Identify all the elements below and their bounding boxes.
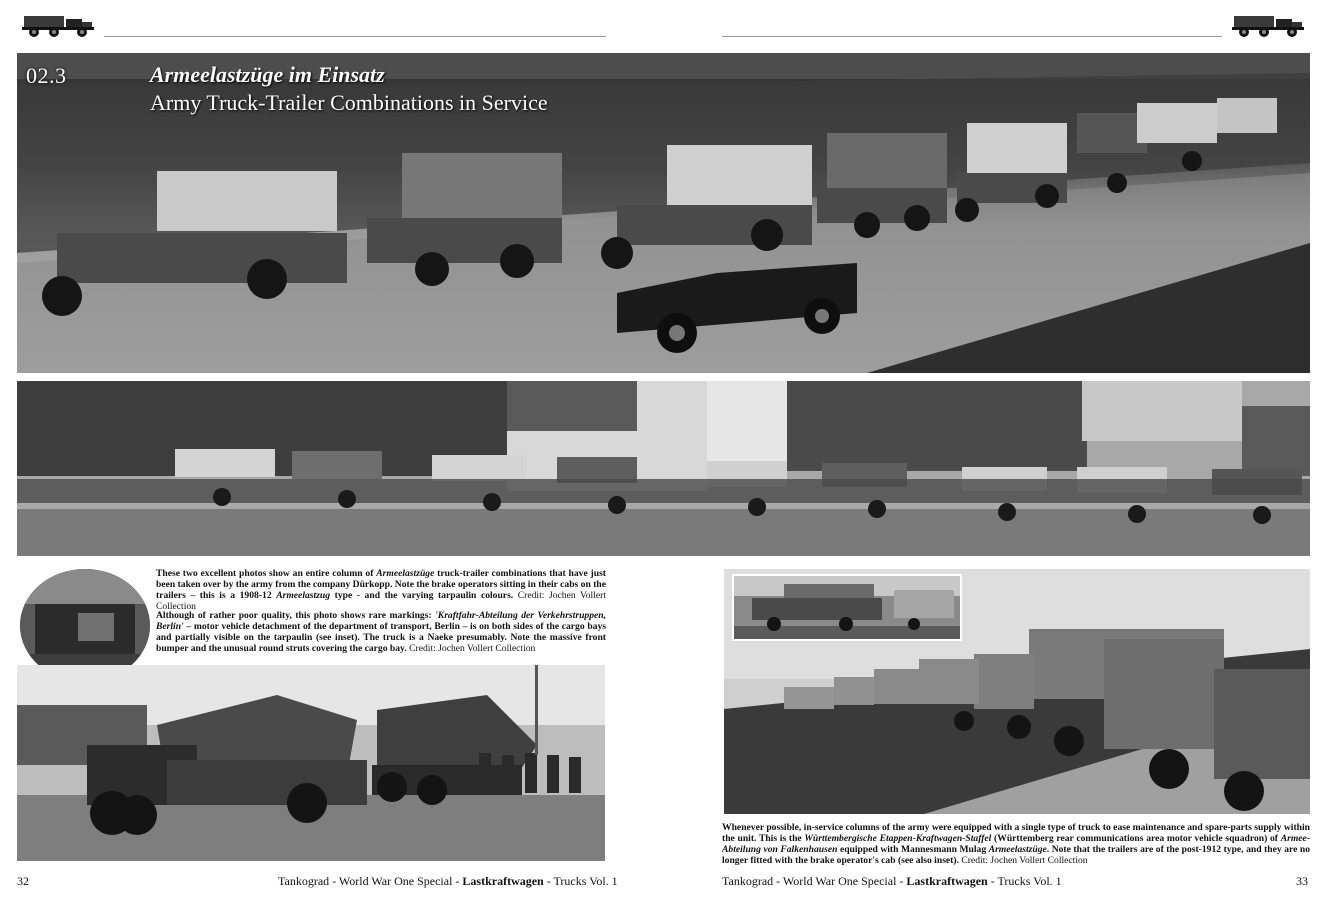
caption-term: Armeelastzüge [988, 844, 1047, 855]
truck-emblem-icon [1228, 12, 1308, 38]
page-number-left: 32 [17, 874, 29, 888]
caption-credit: Credit: Jochen Vollert Collection [409, 643, 536, 654]
truck-emblem-icon [18, 12, 98, 38]
header-rule-left [104, 36, 606, 37]
caption-term: Armeelastzug [276, 590, 331, 601]
header-right-emblem [1228, 12, 1308, 38]
header-left-emblem [18, 12, 98, 38]
photo-column-by-buildings [17, 381, 1310, 556]
footer-title-left [278, 874, 618, 889]
caption-column-photos [156, 568, 606, 612]
footer-title-right [722, 874, 1062, 889]
inset-trailer-closeup [732, 574, 962, 641]
footer-volume: - Trucks Vol. 1 [987, 874, 1062, 888]
caption-text: type - and the varying tarpaulin colours. [330, 590, 514, 601]
caption-credit: Credit: Jochen Vollert Collection [156, 590, 606, 612]
footer-publisher: Tankograd - World War One Special - [278, 874, 463, 888]
header-rule-right [722, 36, 1222, 37]
section-number: 02.3 [26, 63, 67, 88]
footer-volume: - Trucks Vol. 1 [543, 874, 618, 888]
caption-text: – motor vehicle detachment of the department of transport, Berlin – is on both sides of the cargo bays and partially visible on the tarpaulin (see inset). The truck is a Naeke presumably. Note the massive front bumper and the unusual round struts covering the cargo bay. [156, 621, 606, 654]
caption-text: Whenever possible, in-service columns of the army were equipped with a single type of truck to ease maintenance and spare-parts supply within the unit. This is the [722, 822, 1310, 844]
caption-marking-photo [156, 610, 606, 654]
caption-text: Although of rather poor quality, this photo shows rare markings: [156, 610, 436, 621]
caption-term: Württembergische Etappen-Kraftwagen-Staffel [804, 833, 992, 844]
caption-text: . Note that the trailers are of the post-1912 type, and they are no longer fitted with the brake operator's cab (see also inset). [722, 844, 1311, 866]
caption-text: equipped with Mannesmann Mulag [837, 844, 989, 855]
caption-credit: Credit: Jochen Vollert Collection [961, 855, 1088, 866]
section-title-english: Army Truck-Trailer Combinations in Service [150, 90, 548, 115]
caption-text: These two excellent photos show an entire column of [156, 568, 377, 579]
footer-publisher: Tankograd - World War One Special - [722, 874, 907, 888]
caption-text: (Württemberg rear communications area motor vehicle squadron) of [991, 833, 1281, 844]
caption-term: 'Kraftfahr-Abteilung der Verkehrstruppen, Berlin' [156, 610, 606, 632]
page-number-right: 33 [1296, 874, 1308, 888]
caption-term: Armee-Abteilung von Falkenhausen [722, 833, 1311, 855]
section-title-german: Armeelastzüge im Einsatz [150, 62, 385, 87]
caption-text: truck-trailer combinations that have just been taken over by the army from the company Dürkopp. Note the brake operators sitting in their cabs on the trailers – this is a 1908-12 [156, 568, 606, 601]
caption-term: Armeelastzüge [376, 568, 435, 579]
caption-mulag-photo [722, 822, 1310, 866]
footer-series: Lastkraftwagen [906, 874, 988, 888]
photo-naeke-truck [17, 665, 605, 861]
footer-series: Lastkraftwagen [462, 874, 544, 888]
